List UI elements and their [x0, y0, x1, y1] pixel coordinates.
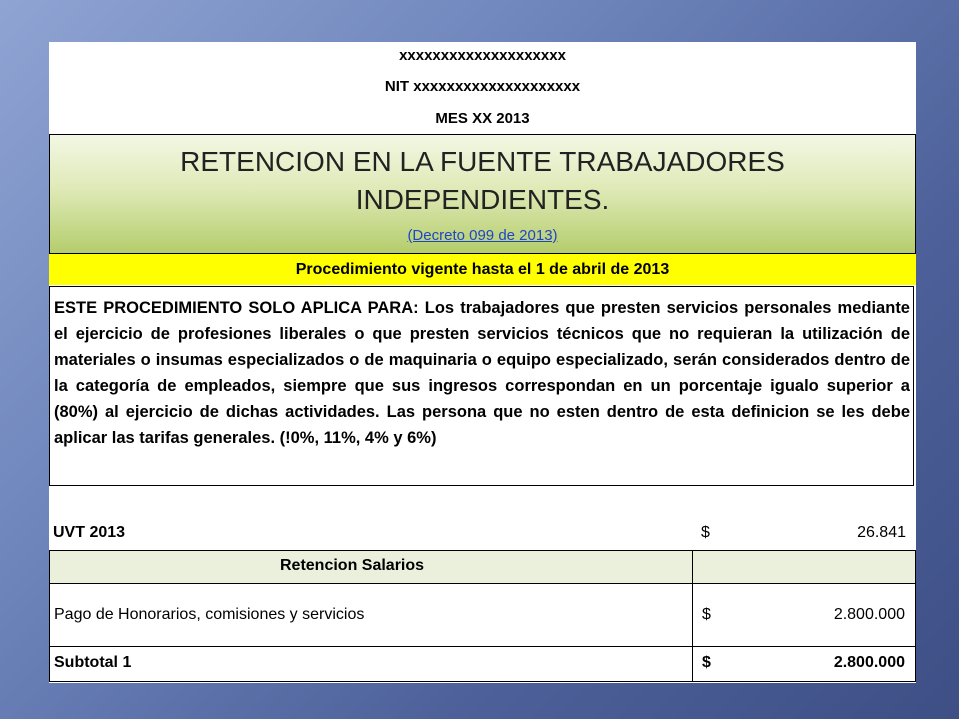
- uvt-label: UVT 2013: [53, 524, 126, 541]
- decree-link[interactable]: (Decreto 099 de 2013): [407, 227, 558, 244]
- section-header: Retencion Salarios: [280, 557, 425, 574]
- subtotal-row: [49, 646, 916, 682]
- company-name: xxxxxxxxxxxxxxxxxxxx: [399, 47, 566, 64]
- applies-paragraph: ESTE PROCEDIMIENTO SOLO APLICA PARA: Los trabajadores que presten servicios personales mediante el ejercicio de profesiones liberales o que presten servicios técnicos que no requieran la utilización de materiales o insumas especializados o de maquinaria o equipo especializado, serán considerados dentro de la categoría de empleados, siempre que sus ingresos correspondan en un porcentaje igualo superior a (80%) al ejercicio de dichas actividades. Las persona que no esten dentro de esta definicion se les debe aplicar las tarifas generales. (!0%, 11%, 4% y 6%): [49, 286, 914, 486]
- row-label: Pago de Honorarios, comisiones y servicios: [54, 606, 365, 623]
- row-value: 2.800.000: [833, 606, 905, 623]
- column-divider: [692, 584, 693, 646]
- subtotal-value: 2.800.000: [833, 654, 905, 671]
- table-row: [49, 583, 916, 647]
- uvt-currency: $: [701, 524, 710, 541]
- company-nit: NIT xxxxxxxxxxxxxxxxxxxx: [384, 78, 581, 95]
- subtotal-currency: $: [702, 654, 711, 671]
- column-divider: [692, 647, 693, 681]
- uvt-value: 26.841: [857, 524, 906, 541]
- banner-title: RETENCION EN LA FUENTE TRABAJADORES INDEPENDIENTES.: [180, 146, 785, 215]
- spreadsheet-slide: [49, 42, 916, 683]
- subtotal-label: Subtotal 1: [54, 654, 132, 671]
- section-header-row: [49, 550, 916, 584]
- row-currency: $: [702, 606, 711, 623]
- column-divider: [692, 551, 693, 583]
- procedure-note: Procedimiento vigente hasta el 1 de abril de 2013: [49, 254, 916, 285]
- report-month: MES XX 2013: [435, 110, 530, 127]
- title-banner: [49, 134, 916, 254]
